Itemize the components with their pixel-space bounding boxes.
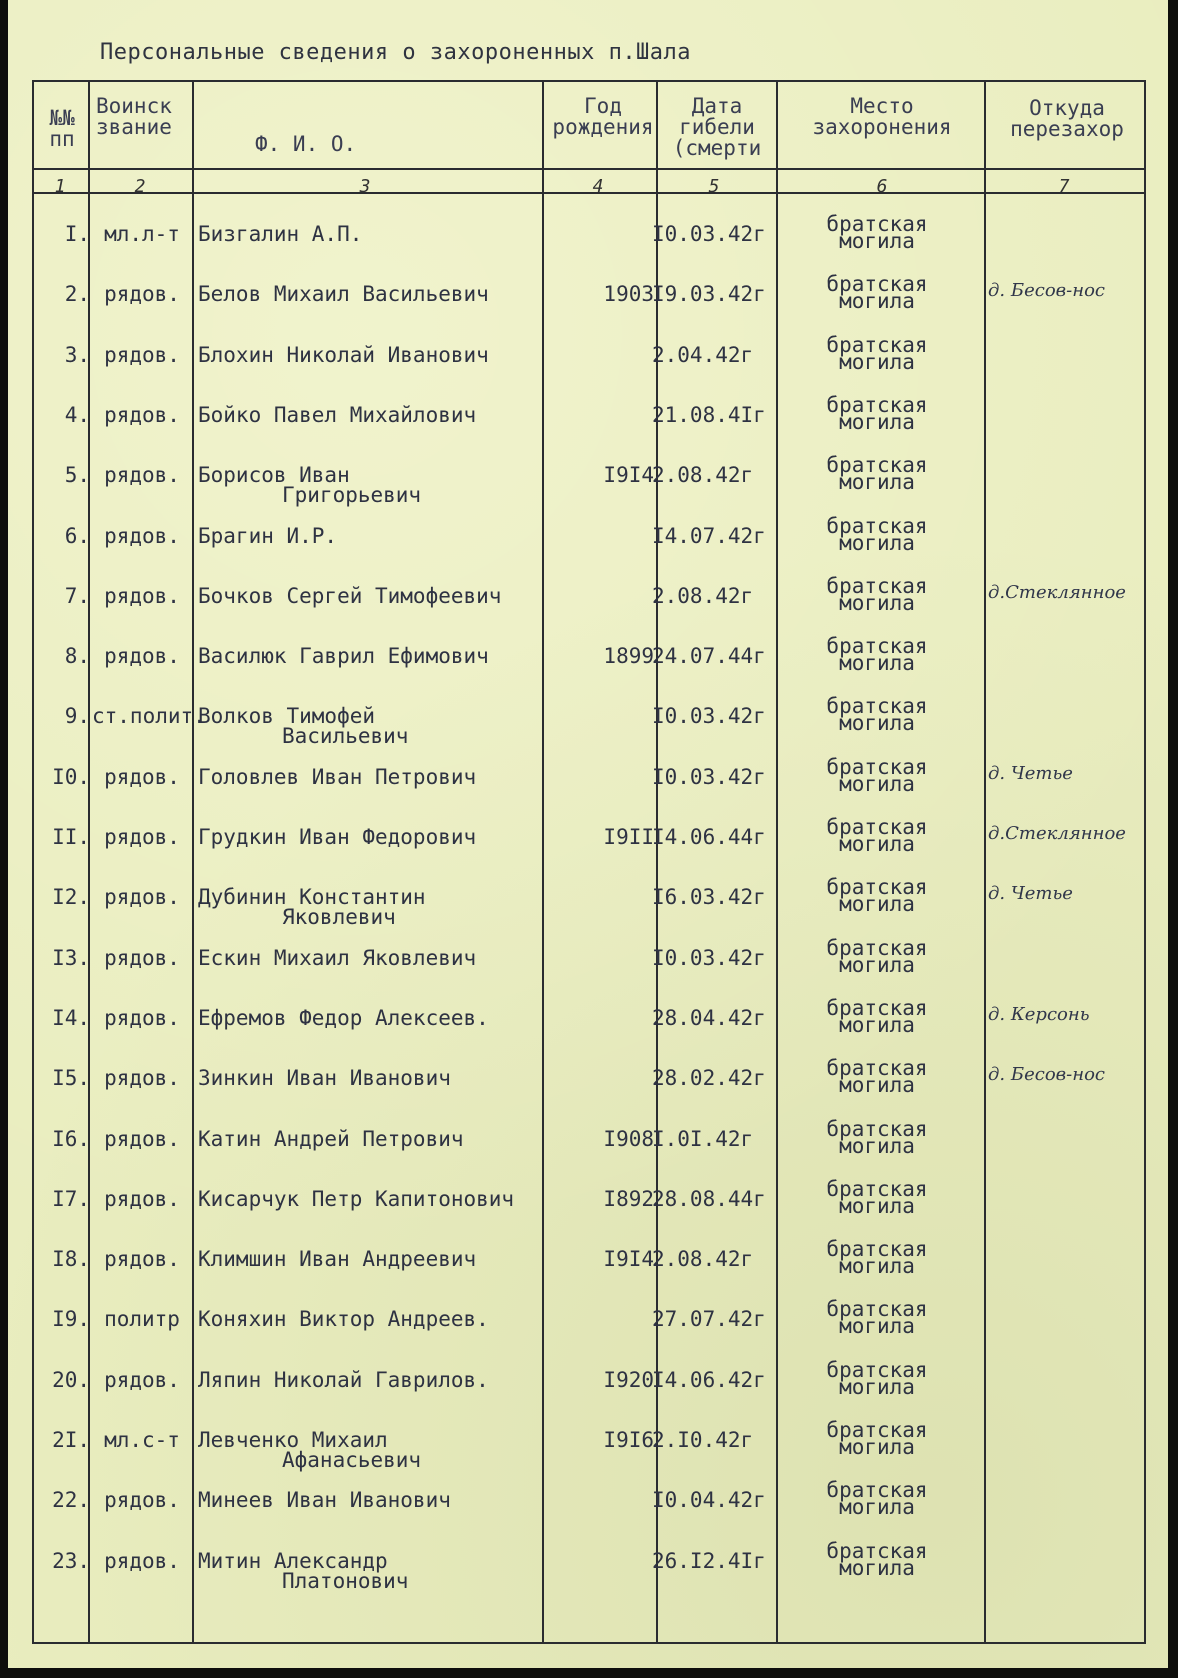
row-rank: рядов. [104, 1247, 180, 1271]
table-row [0, 994, 1178, 1052]
row-burial-place: братская могила [826, 1117, 928, 1158]
row-number: 2. [64, 282, 90, 306]
row-burial-place: братская могила [826, 634, 928, 675]
row-name: Кисарчук Петр Капитонович [198, 1187, 515, 1211]
table-row [0, 1295, 1178, 1353]
row-name: Головлев Иван Петрович [198, 765, 477, 789]
row-number: 20. [52, 1368, 90, 1392]
table-row [0, 331, 1178, 389]
row-burial-place: братская могила [826, 393, 928, 434]
table-row [0, 1054, 1178, 1112]
row-rank: политр [104, 1307, 180, 1331]
row-burial-place: братская могила [826, 1056, 928, 1097]
row-number: 2I. [52, 1428, 90, 1452]
header-name: Ф. И. О. [255, 132, 357, 156]
row-burial-place: братская могила [826, 996, 928, 1037]
row-death-date: 2.04.42г [652, 343, 754, 367]
row-rank: рядов. [104, 343, 180, 367]
row-reburied-from: д. Четье [988, 763, 1073, 784]
row-death-date: I9.03.42г [652, 282, 766, 306]
row-birth-year: I9I4 [603, 463, 654, 487]
table-row [0, 813, 1178, 871]
row-name: Брагин И.Р. [198, 524, 338, 548]
header-birth-year: Год рождения [552, 94, 654, 139]
table-row [0, 1416, 1178, 1474]
table-row [0, 1115, 1178, 1173]
row-name: Грудкин Иван Федорович [198, 825, 477, 849]
column-number-1: 1 [54, 176, 66, 197]
row-burial-place: братская могила [826, 1418, 928, 1459]
row-name: Дубинин Константин [198, 885, 426, 909]
row-number: 9. [64, 704, 90, 728]
row-name: Волков Тимофей [198, 704, 376, 728]
row-rank: рядов. [104, 524, 180, 548]
row-number: 4. [64, 403, 90, 427]
row-rank: рядов. [104, 1127, 180, 1151]
row-number: 22. [52, 1488, 90, 1512]
row-death-date: I0.03.42г [652, 704, 766, 728]
row-death-date: 2.I0.42г [652, 1428, 754, 1452]
row-burial-place: братская могила [826, 1539, 928, 1580]
row-rank: ст.полит. [92, 704, 206, 728]
row-burial-place: братская могила [826, 1297, 928, 1338]
row-number: 8. [64, 644, 90, 668]
row-burial-place: братская могила [826, 272, 928, 313]
row-number: I0. [52, 765, 90, 789]
table-row [0, 753, 1178, 811]
row-number: 23. [52, 1549, 90, 1573]
table-row [0, 210, 1178, 268]
row-reburied-from: д. Бесов-нос [988, 1064, 1105, 1085]
column-number-5: 5 [708, 176, 720, 197]
header-rank: Воинск звание [96, 94, 172, 139]
row-name: Коняхин Виктор Андреев. [198, 1307, 489, 1331]
row-name-continued: Платонович [282, 1569, 409, 1593]
row-number: I. [64, 222, 90, 246]
row-burial-place: братская могила [826, 1177, 928, 1218]
row-name-continued: Яковлевич [282, 905, 396, 929]
row-name-continued: Васильевич [282, 724, 409, 748]
column-number-4: 4 [592, 176, 604, 197]
row-rank: рядов. [104, 644, 180, 668]
table-bottom-rule [32, 1642, 1146, 1644]
row-name: Ляпин Николай Гаврилов. [198, 1368, 489, 1392]
row-rank: рядов. [104, 825, 180, 849]
row-death-date: I0.03.42г [652, 222, 766, 246]
row-number: I8. [52, 1247, 90, 1271]
row-rank: рядов. [104, 403, 180, 427]
header-number: №№ пп [49, 106, 75, 151]
row-name: Левченко Михаил [198, 1428, 388, 1452]
row-number: 5. [64, 463, 90, 487]
header-divider-rule [32, 168, 1146, 170]
header-burial-place: Место захоронения [812, 94, 952, 139]
row-number: I5. [52, 1066, 90, 1090]
row-death-date: I4.06.42г [652, 1368, 766, 1392]
row-burial-place: братская могила [826, 333, 928, 374]
row-burial-place: братская могила [826, 1478, 928, 1519]
row-birth-year: I9I6 [603, 1428, 654, 1452]
row-burial-place: братская могила [826, 1358, 928, 1399]
row-burial-place: братская могила [826, 574, 928, 615]
row-rank: рядов. [104, 765, 180, 789]
table-row [0, 692, 1178, 750]
row-number: 6. [64, 524, 90, 548]
row-name: Василюк Гаврил Ефимович [198, 644, 489, 668]
row-death-date: 2.08.42г [652, 463, 754, 487]
table-row [0, 1175, 1178, 1233]
row-burial-place: братская могила [826, 694, 928, 735]
row-reburied-from: д.Стеклянное [988, 823, 1126, 844]
row-death-date: I4.06.44г [652, 825, 766, 849]
row-number: I7. [52, 1187, 90, 1211]
row-rank: рядов. [104, 1187, 180, 1211]
table-row [0, 1235, 1178, 1293]
row-name: Блохин Николай Иванович [198, 343, 489, 367]
header-reburied-from: Откуда перезахор [1010, 96, 1124, 141]
row-name: Зинкин Иван Иванович [198, 1066, 451, 1090]
row-birth-year: I920 [603, 1368, 654, 1392]
row-rank: рядов. [104, 1006, 180, 1030]
row-name-continued: Афанасьевич [282, 1448, 422, 1472]
row-number: II. [52, 825, 90, 849]
row-reburied-from: д. Керсонь [988, 1004, 1090, 1025]
row-name: Ескин Михаил Яковлевич [198, 946, 477, 970]
row-name: Бойко Павел Михайлович [198, 403, 477, 427]
row-name: Митин Александр [198, 1549, 388, 1573]
table-row [0, 270, 1178, 328]
row-name: Катин Андрей Петрович [198, 1127, 464, 1151]
table-row [0, 1356, 1178, 1414]
row-death-date: 21.08.4Iг [652, 403, 766, 427]
row-name: Борисов Иван [198, 463, 350, 487]
row-burial-place: братская могила [826, 815, 928, 856]
page-title: Персональные сведения о захороненных п.Шала [100, 40, 692, 65]
row-burial-place: братская могила [826, 514, 928, 555]
row-birth-year: I9I4 [603, 1247, 654, 1271]
row-name: Климшин Иван Андреевич [198, 1247, 477, 1271]
row-rank: рядов. [104, 946, 180, 970]
row-name: Ефремов Федор Алексеев. [198, 1006, 489, 1030]
row-number: I2. [52, 885, 90, 909]
row-burial-place: братская могила [826, 875, 928, 916]
row-death-date: 28.04.42г [652, 1006, 766, 1030]
row-death-date: I4.07.42г [652, 524, 766, 548]
column-number-3: 3 [359, 176, 371, 197]
row-burial-place: братская могила [826, 1237, 928, 1278]
row-burial-place: братская могила [826, 755, 928, 796]
row-death-date: I0.03.42г [652, 765, 766, 789]
row-number: I9. [52, 1307, 90, 1331]
row-number: 3. [64, 343, 90, 367]
row-death-date: 2.08.42г [652, 1247, 754, 1271]
row-rank: мл.л-т [104, 222, 180, 246]
row-birth-year: 1903 [603, 282, 654, 306]
table-row [0, 451, 1178, 509]
row-number: I3. [52, 946, 90, 970]
row-rank: рядов. [104, 1368, 180, 1392]
row-rank: рядов. [104, 885, 180, 909]
row-birth-year: I9II [603, 825, 654, 849]
row-death-date: 26.I2.4Iг [652, 1549, 766, 1573]
column-number-7: 7 [1058, 176, 1070, 197]
table-top-rule [32, 80, 1146, 82]
row-number: I6. [52, 1127, 90, 1151]
row-death-date: 27.07.42г [652, 1307, 766, 1331]
row-name: Минеев Иван Иванович [198, 1488, 451, 1512]
row-reburied-from: д.Стеклянное [988, 582, 1126, 603]
row-burial-place: братская могила [826, 212, 928, 253]
row-birth-year: I908 [603, 1127, 654, 1151]
row-reburied-from: д. Четье [988, 883, 1073, 904]
row-number: 7. [64, 584, 90, 608]
row-death-date: I0.04.42г [652, 1488, 766, 1512]
table-row [0, 512, 1178, 570]
row-rank: рядов. [104, 1488, 180, 1512]
row-death-date: I6.03.42г [652, 885, 766, 909]
row-name: Бочков Сергей Тимофеевич [198, 584, 502, 608]
row-death-date: 24.07.44г [652, 644, 766, 668]
column-number-6: 6 [876, 176, 888, 197]
row-rank: рядов. [104, 463, 180, 487]
row-birth-year: I892 [603, 1187, 654, 1211]
row-death-date: 2.08.42г [652, 584, 754, 608]
row-name: Бизгалин А.П. [198, 222, 363, 246]
table-row [0, 873, 1178, 931]
row-reburied-from: д. Бесов-нос [988, 280, 1105, 301]
row-death-date: I.0I.42г [652, 1127, 754, 1151]
row-rank: рядов. [104, 282, 180, 306]
row-number: I4. [52, 1006, 90, 1030]
row-name-continued: Григорьевич [282, 483, 422, 507]
row-burial-place: братская могила [826, 453, 928, 494]
row-rank: мл.с-т [104, 1428, 180, 1452]
row-rank: рядов. [104, 1549, 180, 1573]
table-row [0, 632, 1178, 690]
table-row [0, 572, 1178, 630]
row-birth-year: 1899 [603, 644, 654, 668]
column-number-2: 2 [134, 176, 146, 197]
row-rank: рядов. [104, 1066, 180, 1090]
row-name: Белов Михаил Васильевич [198, 282, 489, 306]
table-row [0, 934, 1178, 992]
row-death-date: 28.02.42г [652, 1066, 766, 1090]
row-death-date: 28.08.44г [652, 1187, 766, 1211]
row-burial-place: братская могила [826, 936, 928, 977]
table-row [0, 1537, 1178, 1595]
table-row [0, 1476, 1178, 1534]
row-rank: рядов. [104, 584, 180, 608]
header-death-date: Дата гибели (смерти [672, 94, 762, 160]
row-death-date: I0.03.42г [652, 946, 766, 970]
table-row [0, 391, 1178, 449]
